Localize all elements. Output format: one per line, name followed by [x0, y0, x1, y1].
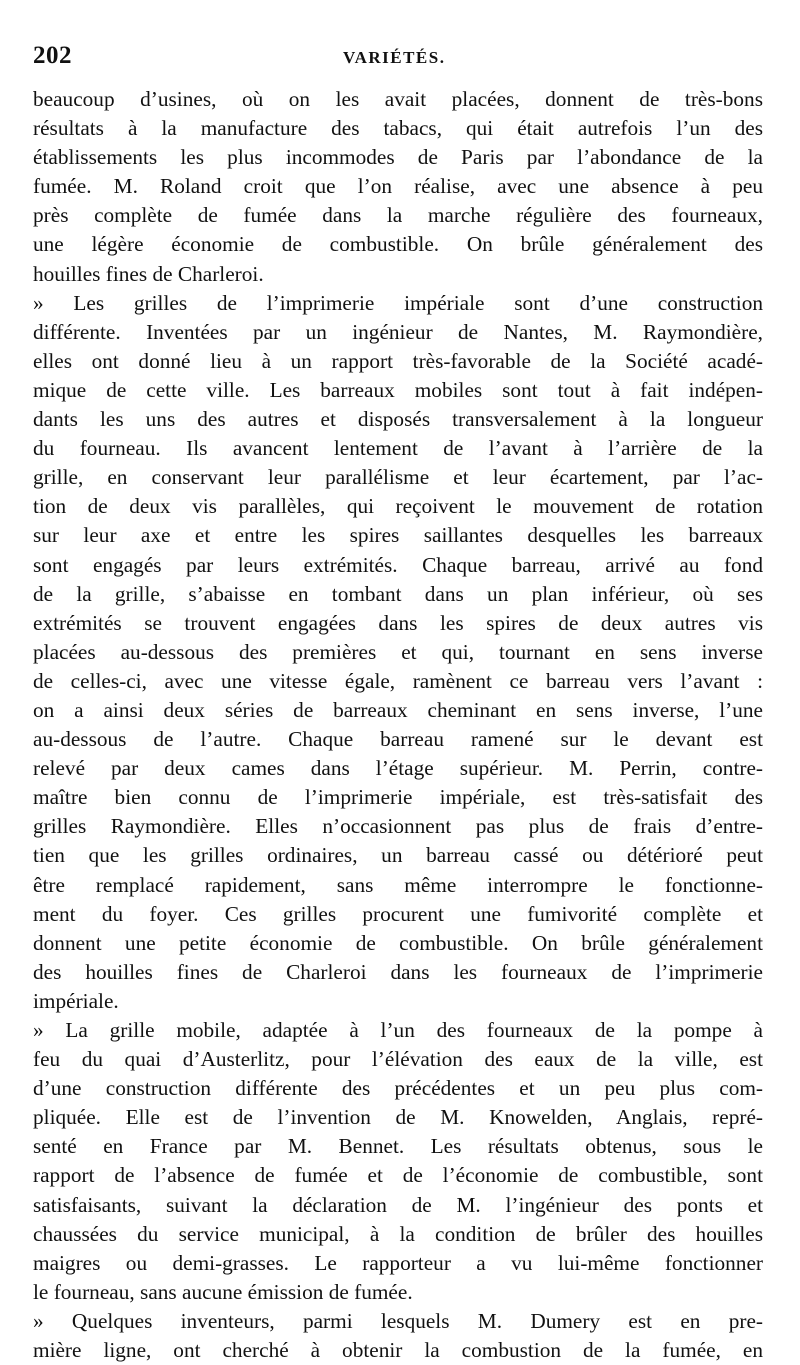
text-line: extrémités se trouvent engagées dans les spires de deux autres vis [33, 610, 763, 635]
text-line: être remplacé rapidement, sans même interrompre le fonctionne- [33, 872, 763, 897]
text-line: » Les grilles de l’imprimerie impériale sont d’une construction [33, 290, 763, 315]
text-line: de celles-ci, avec une vitesse égale, ramènent ce barreau vers l’avant : [33, 668, 763, 693]
text-line: résultats à la manufacture des tabacs, qui était autrefois l’un des [33, 116, 763, 141]
running-head: VARIÉTÉS. [343, 48, 446, 67]
paragraph-end-line: impériale. [33, 988, 119, 1013]
text-line: mière ligne, ont cherché à obtenir la combustion de la fumée, en [33, 1338, 763, 1363]
paragraph-end-line: le fourneau, sans aucune émission de fumée. [33, 1279, 413, 1304]
text-line: différente. Inventées par un ingénieur de Nantes, M. Raymondière, [33, 319, 763, 344]
text-line: placées au-dessous des premières et qui, tournant en sens inverse [33, 639, 763, 664]
text-line: on a ainsi deux séries de barreaux cheminant en sens inverse, l’une [33, 697, 763, 722]
text-line: grille, en conservant leur parallélisme et leur écartement, par l’ac- [33, 465, 763, 490]
text-line: » Quelques inventeurs, parmi lesquels M. Dumery est en pre- [33, 1308, 763, 1333]
text-line: au-dessous de l’autre. Chaque barreau ramené sur le devant est [33, 727, 763, 752]
text-line: dants les uns des autres et disposés transversalement à la longueur [33, 407, 763, 432]
text-line: rapport de l’absence de fumée et de l’économie de combustible, sont [33, 1163, 763, 1188]
text-line: feu du quai d’Austerlitz, pour l’élévation des eaux de la ville, est [33, 1047, 763, 1072]
text-line: pliquée. Elle est de l’invention de M. Knowelden, Anglais, repré- [33, 1105, 763, 1130]
paragraph-end-line: houilles fines de Charleroi. [33, 261, 264, 286]
body-text [33, 85, 763, 1365]
text-line: du fourneau. Ils avancent lentement de l’avant à l’arrière de la [33, 436, 763, 461]
text-line: chaussées du service municipal, à la condition de brûler des houilles [33, 1221, 763, 1246]
page-number: 202 [33, 42, 72, 69]
text-line: tion de deux vis parallèles, qui reçoivent le mouvement de rotation [33, 494, 763, 519]
text-line: tien que les grilles ordinaires, un barreau cassé ou détérioré peut [33, 843, 763, 868]
text-line: sur leur axe et entre les spires saillantes desquelles les barreaux [33, 523, 763, 548]
text-line: maigres ou demi-grasses. Le rapporteur a vu lui-même fonctionner [33, 1250, 763, 1275]
text-line: fumée. M. Roland croit que l’on réalise, avec une absence à peu [33, 174, 763, 199]
text-line: mique de cette ville. Les barreaux mobiles sont tout à fait indépen- [33, 377, 763, 402]
text-line: d’une construction différente des précédentes et un peu plus com- [33, 1076, 763, 1101]
text-line: près complète de fumée dans la marche régulière des fourneaux, [33, 203, 763, 228]
text-line: ment du foyer. Ces grilles procurent une fumivorité complète et [33, 901, 763, 926]
text-line: maître bien connu de l’imprimerie impériale, est très-satisfait des [33, 785, 763, 810]
text-line: des houilles fines de Charleroi dans les fourneaux de l’imprimerie [33, 959, 763, 984]
text-line: senté en France par M. Bennet. Les résultats obtenus, sous le [33, 1134, 763, 1159]
text-line: donnent une petite économie de combustible. On brûle généralement [33, 930, 763, 955]
text-line: sont engagés par leurs extrémités. Chaque barreau, arrivé au fond [33, 552, 763, 577]
text-line: elles ont donné lieu à un rapport très-favorable de la Société acadé- [33, 348, 763, 373]
text-line: satisfaisants, suivant la déclaration de M. l’ingénieur des ponts et [33, 1192, 763, 1217]
text-line: grilles Raymondière. Elles n’occasionnent pas plus de frais d’entre- [33, 814, 763, 839]
text-line: une légère économie de combustible. On brûle généralement des [33, 232, 763, 257]
page-header [33, 40, 763, 76]
text-line: beaucoup d’usines, où on les avait placées, donnent de très-bons [33, 87, 763, 111]
text-line: relevé par deux cames dans l’étage supérieur. M. Perrin, contre- [33, 756, 763, 781]
text-line: » La grille mobile, adaptée à l’un des fourneaux de la pompe à [33, 1018, 763, 1042]
text-line: établissements les plus incommodes de Paris par l’abondance de la [33, 145, 763, 170]
text-line: de la grille, s’abaisse en tombant dans un plan inférieur, où ses [33, 581, 763, 606]
